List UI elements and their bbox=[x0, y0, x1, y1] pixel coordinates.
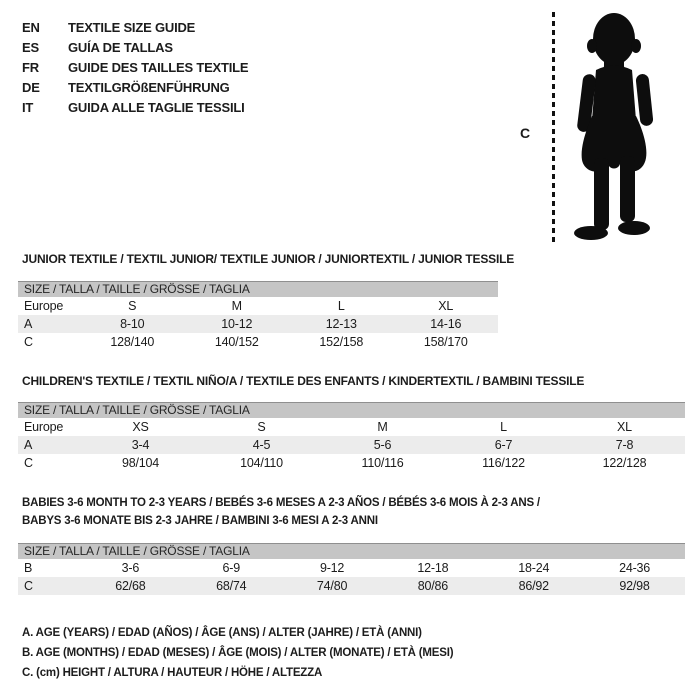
table-row bbox=[18, 315, 498, 333]
table-header-bar: SIZE / TALLA / TAILLE / GRÖSSE / TAGLIA bbox=[18, 402, 685, 418]
row-label: A bbox=[24, 317, 33, 331]
table-cell: 62/68 bbox=[115, 579, 146, 593]
row-label: C bbox=[24, 579, 33, 593]
children-size-table bbox=[18, 402, 685, 472]
table-cell: XL bbox=[617, 420, 632, 434]
table-cell: 8-10 bbox=[120, 317, 145, 331]
footnote: C. (cm) HEIGHT / ALTURA / HAUTEUR / HÖHE / ALTEZZA bbox=[22, 667, 323, 679]
table-cell: 110/116 bbox=[361, 456, 404, 470]
table-cell: 12-18 bbox=[417, 561, 449, 575]
section-title-babies-line1: BABIES 3-6 MONTH TO 2-3 YEARS / BEBÉS 3-6 MESES A 2-3 AÑOS / BÉBÉS 3-6 MOIS À 2-3 ANS / bbox=[22, 497, 540, 509]
table-cell: S bbox=[128, 299, 137, 313]
row-label: C bbox=[24, 456, 33, 470]
row-label: B bbox=[24, 561, 33, 575]
table-row bbox=[18, 454, 685, 472]
language-title: TEXTILE SIZE GUIDE bbox=[68, 19, 196, 35]
table-cell: 4-5 bbox=[252, 438, 271, 452]
table-cell: 92/98 bbox=[619, 579, 650, 593]
table-cell: 116/122 bbox=[482, 456, 525, 470]
table-row bbox=[18, 577, 685, 595]
babies-size-table bbox=[18, 543, 685, 595]
language-row bbox=[22, 37, 248, 57]
table-row bbox=[18, 436, 685, 454]
language-title: TEXTILGRÖßENFÜHRUNG bbox=[68, 79, 230, 95]
language-code: IT bbox=[22, 99, 34, 115]
language-row bbox=[22, 77, 248, 97]
table-cell: 3-4 bbox=[131, 438, 150, 452]
table-body bbox=[18, 559, 685, 595]
row-label: A bbox=[24, 438, 33, 452]
table-row bbox=[18, 418, 685, 436]
table-cell: M bbox=[231, 299, 242, 313]
language-code: ES bbox=[22, 39, 39, 55]
table-cell: 104/110 bbox=[240, 456, 283, 470]
table-cell: 12-13 bbox=[325, 317, 357, 331]
table-body bbox=[18, 297, 498, 351]
language-row bbox=[22, 97, 248, 117]
table-cell: 9-12 bbox=[319, 561, 345, 575]
row-label: Europe bbox=[24, 420, 64, 434]
table-row bbox=[18, 297, 498, 315]
section-title-babies-line2: BABYS 3-6 MONATE BIS 2-3 JAHRE / BAMBINI 3-6 MESI A 2-3 ANNI bbox=[22, 515, 378, 527]
language-row bbox=[22, 57, 248, 77]
table-cell: 18-24 bbox=[518, 561, 550, 575]
table-cell: 68/74 bbox=[216, 579, 247, 593]
table-row bbox=[18, 333, 498, 351]
row-label: C bbox=[24, 335, 33, 349]
language-title: GUÍA DE TALLAS bbox=[68, 39, 173, 55]
language-row bbox=[22, 17, 248, 37]
table-cell: 86/92 bbox=[518, 579, 549, 593]
language-title: GUIDA ALLE TAGLIE TESSILI bbox=[68, 99, 245, 115]
table-cell: 6-9 bbox=[222, 561, 240, 575]
table-cell: XS bbox=[132, 420, 149, 434]
table-cell: 98/104 bbox=[121, 456, 160, 470]
toddler-silhouette-image bbox=[566, 8, 666, 243]
table-cell: L bbox=[500, 420, 507, 434]
table-cell: 80/86 bbox=[417, 579, 449, 593]
table-cell: M bbox=[377, 420, 388, 434]
table-cell: L bbox=[337, 299, 345, 313]
table-row bbox=[18, 559, 685, 577]
section-title-junior: JUNIOR TEXTILE / TEXTIL JUNIOR/ TEXTILE JUNIOR / JUNIORTEXTIL / JUNIOR TESSILE bbox=[22, 252, 515, 266]
section-title-children: CHILDREN'S TEXTILE / TEXTIL NIÑO/A / TEXTILE DES ENFANTS / KINDERTEXTIL / BAMBINI TESSILE bbox=[22, 374, 585, 388]
table-cell: 128/140 bbox=[110, 335, 155, 349]
table-cell: 24-36 bbox=[619, 561, 651, 575]
language-code: DE bbox=[22, 79, 40, 95]
table-cell: 122/128 bbox=[602, 456, 647, 470]
footnote: B. AGE (MONTHS) / EDAD (MESES) / ÂGE (MOIS) / ALTER (MONATE) / ETÀ (MESI) bbox=[22, 647, 454, 659]
table-cell: XL bbox=[438, 299, 454, 313]
language-code: EN bbox=[22, 19, 40, 35]
table-cell: 3-6 bbox=[121, 561, 140, 575]
table-cell: 14-16 bbox=[430, 317, 462, 331]
table-body bbox=[18, 418, 685, 472]
junior-size-table bbox=[18, 281, 498, 351]
table-cell: 158/170 bbox=[423, 335, 468, 349]
table-cell: 152/158 bbox=[319, 335, 364, 349]
table-cell: 74/80 bbox=[316, 579, 348, 593]
row-label: Europe bbox=[24, 299, 64, 313]
language-code: FR bbox=[22, 59, 39, 75]
table-header-bar: SIZE / TALLA / TAILLE / GRÖSSE / TAGLIA bbox=[18, 543, 685, 559]
language-title: GUIDE DES TAILLES TEXTILE bbox=[68, 59, 249, 75]
footnote: A. AGE (YEARS) / EDAD (AÑOS) / ÂGE (ANS) / ALTER (JAHRE) / ETÀ (ANNI) bbox=[22, 627, 422, 639]
table-cell: 6-7 bbox=[494, 438, 513, 452]
table-cell: 7-8 bbox=[615, 438, 634, 452]
table-header-bar: SIZE / TALLA / TAILLE / GRÖSSE / TAGLIA bbox=[18, 281, 498, 297]
language-title-list bbox=[22, 17, 248, 117]
table-cell: 10-12 bbox=[221, 317, 253, 331]
height-measure-label: C bbox=[520, 125, 531, 141]
table-cell: 140/152 bbox=[214, 335, 259, 349]
footnote-list bbox=[22, 627, 453, 687]
table-cell: S bbox=[257, 420, 266, 434]
table-cell: 5-6 bbox=[373, 438, 392, 452]
height-measure-dashed-line bbox=[552, 12, 555, 242]
